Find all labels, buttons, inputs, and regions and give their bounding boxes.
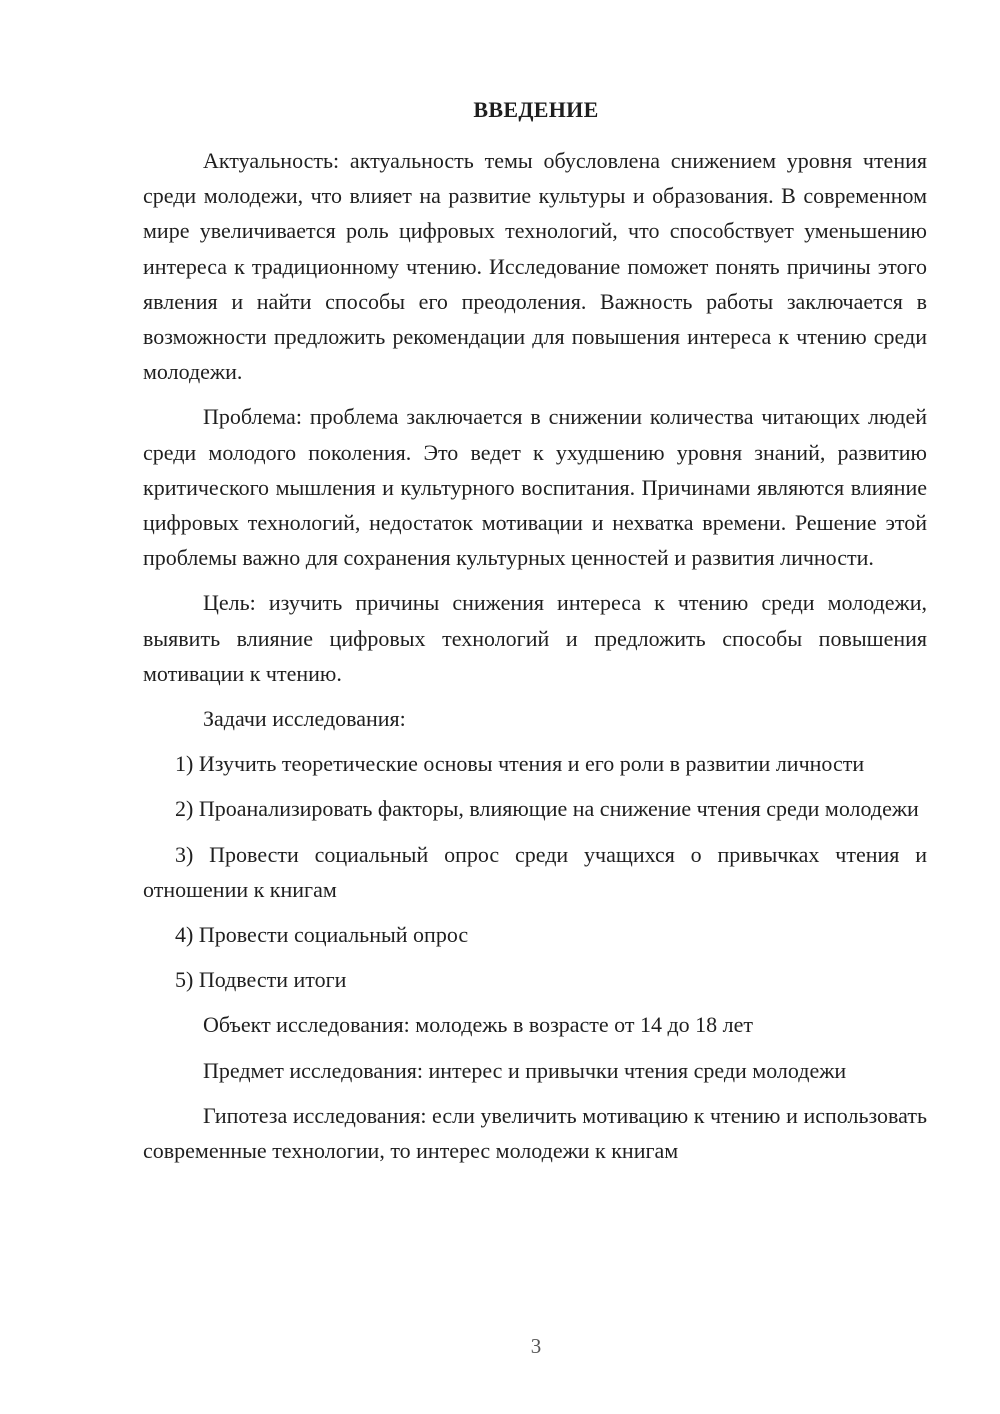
paragraph-subject: Предмет исследования: интерес и привычки чтения среди молодежи <box>203 1057 847 1083</box>
task-item-4: 4) Провести социальный опрос <box>175 922 469 948</box>
task-item-2: 2) Проанализировать факторы, влияющие на снижение чтения среди молодежи <box>175 796 919 822</box>
task-item-3: 3) Провести социальный опрос среди учащихся о привычках чтения и отношении к книгам <box>143 841 927 902</box>
paragraph-relevance: Актуальность: актуальность темы обусловлена снижением уровня чтения среди молодежи, что влияет на развитие культуры и образования. В современном мире увеличивается роль цифровых технологий, что способствует уменьшению интереса к традиционному чтению. Исследование поможет понять причины этого явления и найти способы его преодоления. Важность работы заключается в возможности предложить рекомендации для повышения интереса к чтению среди молодежи. <box>143 148 927 385</box>
task-item-5: 5) Подвести итоги <box>175 967 347 993</box>
paragraph-problem: Проблема: проблема заключается в снижении количества читающих людей среди молодого поколения. Это ведет к ухудшению уровня знаний, развитию критического мышления и культурного воспитания. Причинами являются влияние цифровых технологий, недостаток мотивации и нехватка времени. Решение этой проблемы важно для сохранения культурных ценностей и развития личности. <box>143 404 927 571</box>
body-text <box>143 143 927 1178</box>
paragraph-goal: Цель: изучить причины снижения интереса к чтению среди молодежи, выявить влияние цифровых технологий и предложить способы повышения мотивации к чтению. <box>143 590 927 686</box>
section-heading: ВВЕДЕНИЕ <box>473 97 599 122</box>
paragraph-tasks-intro: Задачи исследования: <box>203 706 406 732</box>
task-item-1: 1) Изучить теоретические основы чтения и его роли в развитии личности <box>175 751 865 777</box>
paragraph-object: Объект исследования: молодежь в возрасте от 14 до 18 лет <box>203 1012 754 1038</box>
paragraph-hypothesis: Гипотеза исследования: если увеличить мотивацию к чтению и использовать современные технологии, то интерес молодежи к книгам <box>143 1102 927 1164</box>
page-number: 3 <box>530 1334 542 1358</box>
